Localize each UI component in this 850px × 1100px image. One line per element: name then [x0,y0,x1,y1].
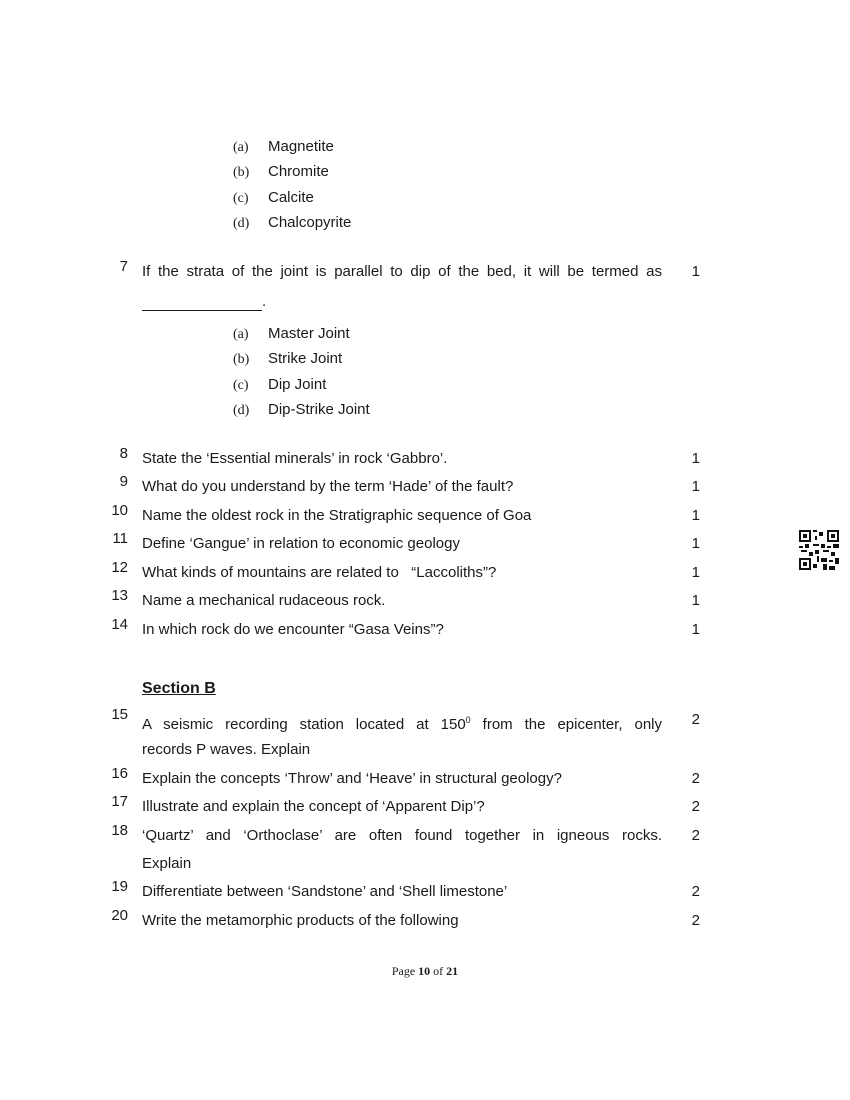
page-label: Page [391,964,419,978]
question-marks: 1 [691,507,700,524]
q7-option-letter: (d) [233,403,250,418]
question-text: What do you understand by the term ‘Hade’ of the fault? [142,478,514,495]
question-marks: 1 [691,535,700,552]
question-marks: 1 [691,621,700,638]
question-number: 16 [111,765,128,782]
question-number: 8 [119,445,128,462]
section-heading: Section B [142,680,216,697]
question-text-line: records P waves. Explain [142,741,311,758]
q7-option-letter: (a) [233,327,249,342]
answer-blank [142,293,266,311]
question-text: What kinds of mountains are related to “Laccoliths”? [142,564,497,581]
question-number: 19 [111,878,128,895]
blank-suffix: . [262,293,267,310]
question-marks: 1 [691,564,700,581]
q7-option-text: Dip Joint [268,376,327,393]
question-text: In which rock do we encounter “Gasa Veins”? [142,621,444,638]
q7-option-letter: (c) [233,378,249,393]
question-text: State the ‘Essential minerals’ in rock ‘Gabbro’. [142,450,448,467]
question-number: 18 [111,822,128,839]
question-marks: 1 [691,450,700,467]
question-text-line [142,711,662,734]
current-page: 10 [418,964,431,978]
q6-option-text: Calcite [268,189,314,206]
question-marks: 2 [691,912,700,929]
question-number: 10 [111,502,128,519]
question-marks: 2 [691,798,700,815]
q6-option-letter: (b) [233,165,250,180]
question-number: 17 [111,793,128,810]
question-number: 12 [111,559,128,576]
q6-option-text: Chalcopyrite [268,214,352,231]
q7-option-text: Dip-Strike Joint [268,401,370,418]
q6-option-letter: (d) [233,216,250,231]
question-marks: 2 [691,883,700,900]
q6-option-letter: (c) [233,191,249,206]
question-number: 20 [111,907,128,924]
question-number: 14 [111,616,128,633]
text-part: A seismic recording station located at 150 [142,716,466,733]
q7-option-letter: (b) [233,352,250,367]
q6-option-text: Magnetite [268,138,334,155]
question-number: 13 [111,587,128,604]
total-pages: 21 [446,964,459,978]
question-text: Differentiate between ‘Sandstone’ and ‘Shell limestone’ [142,883,508,900]
q7-option-text: Strike Joint [268,350,343,367]
page-footer [0,964,850,979]
question-marks: 1 [691,263,700,280]
question-marks: 2 [691,827,700,844]
question-marks: 2 [691,770,700,787]
question-text-line: Explain [142,855,192,872]
q6-option-letter: (a) [233,140,249,155]
question-number: 7 [119,258,128,275]
question-marks: 2 [691,711,700,728]
question-text: Define ‘Gangue’ in relation to economic geology [142,535,460,552]
question-text: Name the oldest rock in the Stratigraphic sequence of Goa [142,507,532,524]
question-text: Write the metamorphic products of the following [142,912,459,929]
question-text: Illustrate and explain the concept of ‘Apparent Dip’? [142,798,485,815]
degree-superscript: 0 [465,715,471,725]
question-text: Explain the concepts ‘Throw’ and ‘Heave’ in structural geology? [142,770,562,787]
question-marks: 1 [691,478,700,495]
text-part: from the epicenter, only [470,716,662,733]
question-number: 15 [111,706,128,723]
question-text: Name a mechanical rudaceous rock. [142,592,386,609]
question-number: 11 [112,530,128,547]
qr-code-icon [799,530,839,570]
question-text-line: ‘Quartz’ and ‘Orthoclase’ are often found together in igneous rocks. [142,827,662,844]
page-of: of [430,964,447,978]
q6-option-text: Chromite [268,163,329,180]
question-marks: 1 [691,592,700,609]
question-number: 9 [119,473,128,490]
question-text: If the strata of the joint is parallel to dip of the bed, it will be termed as [142,263,662,280]
q7-option-text: Master Joint [268,325,350,342]
